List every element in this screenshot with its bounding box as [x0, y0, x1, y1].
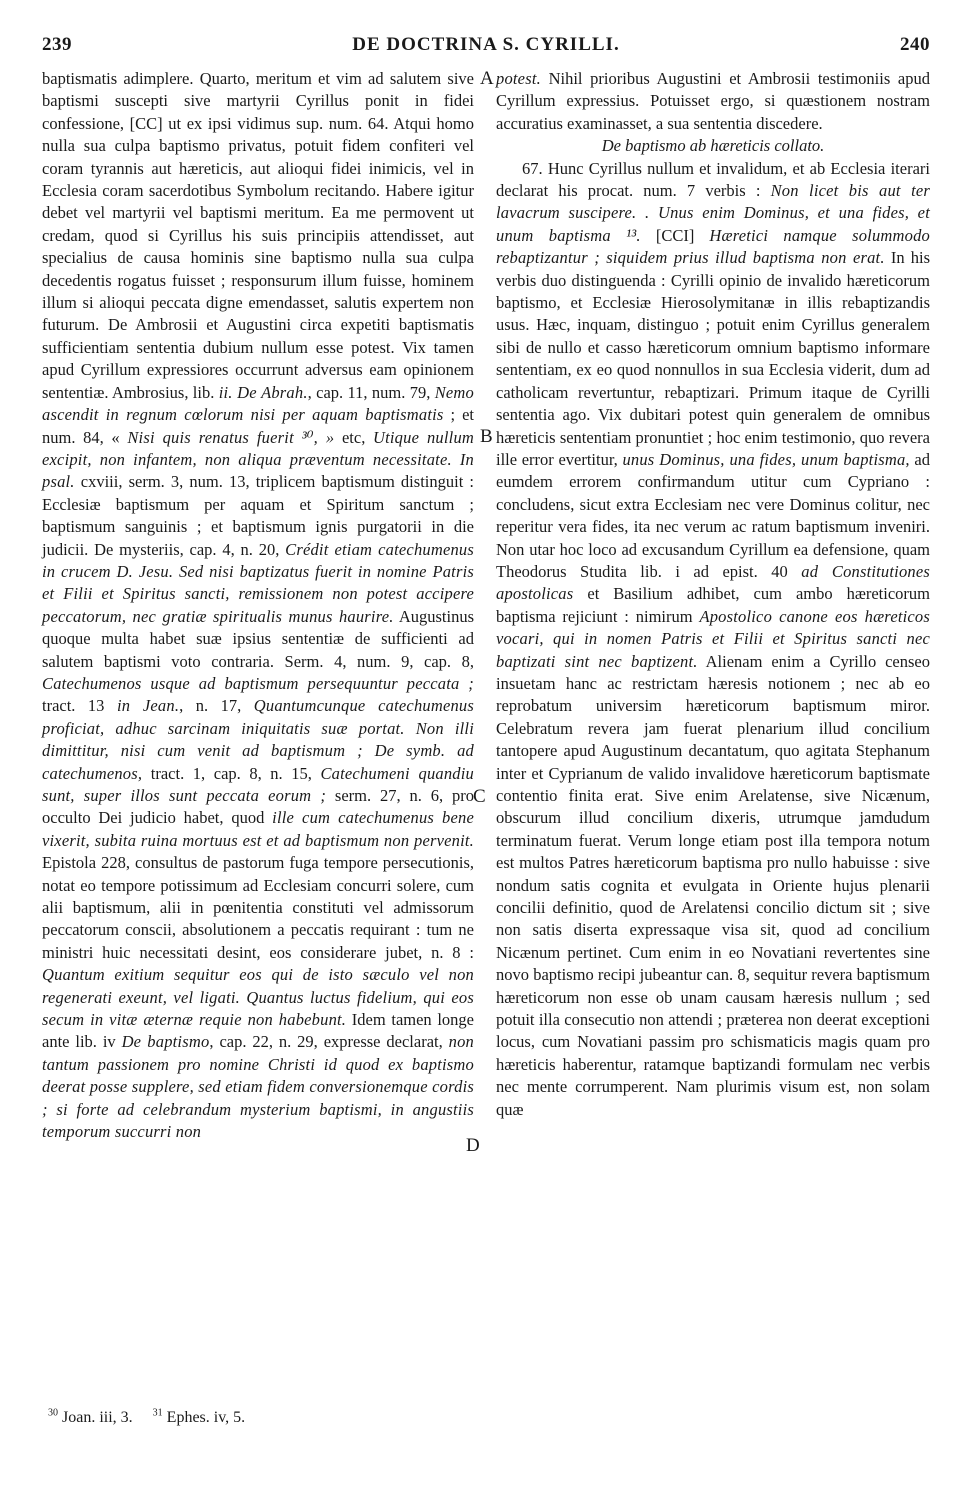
italic-run: unus Dominus, una fides, unum baptisma,: [622, 449, 910, 469]
right-column: [496, 68, 930, 1121]
italic-run: potest.: [496, 69, 541, 88]
italic-run: non tantum passionem pro nomine Christi id quod ex baptismo deerat posse supplere, sed etiam fidem conversionemque cordis ; si forte ad celebrandum mysterium baptismi, in angustiis temporum succurri non: [42, 1032, 474, 1142]
text-run: et Basilium adhibet, cum ambo hæreticorum baptisma rejiciunt : nimirum: [496, 584, 930, 626]
text-run: Epistola 228, consultus de pastorum fuga tempore persecutionis, notat eo tempore potissimum ad Ecclesiam concurri solere, cum alii baptismum, alii in pœnitentia constituti vel admissorum peccatorum conscii, absolutionem a peccatis requirant : tum ne ministri huic necessitati desint, eos considerare jubet, n. 8 :: [42, 853, 474, 962]
italic-run: De baptismo: [121, 1032, 210, 1052]
text-run: Nihil prioribus Augustini et Ambrosii testimoniis apud Cyrillum expressius. Potuisset ergo, si quæstionem nostram accuratius examinasset, a sua sententia discedere.: [496, 69, 930, 133]
italic-run: Quantumcunque catechumenus proficiat, adhuc sarcinam iniquitatis suæ portat. Non illi dimittitur, nisi cum venit ad baptismum ; De symb. ad catechumenos,: [42, 696, 475, 783]
text-run: cxviii, serm. 3, num. 13, triplicem baptismum distinguit : Ecclesiæ baptismum per aquam et Spiritum sanctum ; baptismum sanguinis ; et baptismum ignis purgatorii in die judicii. De mysteriis, cap. 4, n. 20,: [42, 472, 474, 559]
text-run: Idem tamen longe ante lib. iv: [42, 1010, 474, 1052]
italic-run: ii. De Abrah.: [218, 382, 308, 402]
section-subheading: De baptismo ab hæreticis collato.: [601, 136, 825, 156]
italic-run: in Jean.: [116, 696, 180, 716]
text-run: Augustinus quoque multa habet suæ ipsius sententiæ de sufficienti ad salutem baptismi voto contraria. Serm. 4, num. 9, cap. 8,: [42, 606, 474, 671]
text-run: 67. Hunc Cyrillus nullum et invalidum, et ab Ecclesia iterari declarat his procat. num. 7 verbis :: [496, 158, 930, 201]
text-run: Alienam enim a Cyrillo censeo insuetam hanc ac restrictam hæresis notionem ; nec ab eo reprobatum universim hæreticorum baptismum miror. Celebratum revera jam fuerat plenarium illud concilium tantopere apud Augustinum decantatum, quo agitata Stephanum inter et Cyprianum de valido invalidove hæreticorum baptismate contentio finita erat. Sive enim Arelatense, sive Nicænum, obscurum illud concilium dixeris, utrumque jamdudum terminatum fuerat. Verum longe etiam post illa tempora notum est multos Patres hæreticorum baptisma pro nullo habuisse : sive nondum satis cognita et evulgata in Oriente hujus plenarii concilii definitio, quod de Arelatensi concilio dictum sit ; sive non satis diserta expressaque visa sit, quod ad concilium Nicænum pertinet. Cum enim in eo Novatiani revertentes sine novo baptismo recipi jubeantur can. 8, sequitur revera baptismum hæreticorum non esse ob unam causam hæresis nullum ; sed potuit illa consecutio non attendi ; præterea non deerat exceptioni locus, cum Novatiani passim pro schismaticis magis quam pro hæreticis haberentur, ratamque baptizandi formulam nec verbis nec mente corrumperent. Nam plurimis visum est, non solam quæ: [496, 651, 930, 1119]
running-title: DE DOCTRINA S. CYRILLI.: [352, 34, 620, 55]
italic-run: Catechumeni quandiu sunt, super illos sunt peccata eorum ;: [42, 763, 474, 805]
footnote-31: $^{31}$ Ephes. iv, 5.: [152, 1408, 246, 1427]
page-number-right: 240: [900, 34, 930, 55]
italic-run: Quantum exitium sequitur eos qui de isto sæculo vel non regenerati exeunt, vel ligati. Quantus luctus fidelium, qui eos secum in vitæ æternæ requie non habebunt.: [42, 965, 474, 1030]
margin-marker-a: A: [480, 68, 494, 89]
italic-run: ille cum catechumenus bene vixerit, subita ruina mortuus est et ad baptismum non pervenit.: [42, 808, 474, 850]
margin-marker-c: C: [473, 786, 486, 807]
footnotes: [48, 1408, 245, 1427]
footnote-30: $^{30}$ Joan. iii, 3.: [48, 1408, 133, 1427]
margin-marker-b: B: [480, 426, 493, 447]
left-column: [42, 68, 474, 1144]
text-run: tract. 13: [42, 696, 117, 716]
text-run: tract. 1, cap. 8, n. 15,: [142, 763, 321, 783]
text-run: [CCI]: [640, 225, 710, 245]
page-header: [42, 34, 930, 60]
text-run: baptismatis adimplere. Quarto, meritum et vim ad salutem sive baptismi suscepti sive martyrii Cyrillus ponit in fidei confessione, [CC] ut ex ipsi vidimus sup. num. 64. Atqui homo nulla sua culpa baptismo privatus, potuit fidem confiteri vel coram tyrannis aut hæreticis, aut alioqui fidei inimicis, vel in Ecclesia coram sacerdotibus Symbolum recitando. Habere igitur debet vel martyrii vel baptismi meritum. Ea me permovent ut credam, quod si Cyrillus his suis principiis attendisset, aut specialius de causa hominis sine baptismo nulla sua culpa decedentis rogatus fuisset ; responsurum illum fuisse, hominem illum si alioqui peccata digne emendasset, salutis expertem non futurum. De Ambrosii et Augustini circa expetiti baptismatis sufficientiam sententia dubium nullum esse potest. Vix tamen apud Cyrillum expressiores occurrunt adversus eam opinionem sententiæ. Ambrosius, lib.: [42, 69, 474, 402]
italic-run: Non licet bis aut ter lavacrum suscipere. . Unus enim Dominus, et una fides, et unum baptisma ¹³.: [496, 181, 930, 245]
margin-marker-d: D: [466, 1135, 480, 1156]
text-run: In his verbis duo distinguenda : Cyrilli opinio de invalido hæreticorum baptismo, et Ecclesiæ Hierosolymitanæ in illis rebaptizandis usus. Hæc, inquam, distinguo ; potuit enim Cyrillus generalem sibi de nullo et casso hæreticorum omnium baptismo informare sententiam, ex eo quod nonnullos in sua Ecclesia viderit, dum ad catholicam revertuntur, rebaptizari. Primum itaque de Cyrilli sententia ago. Vix dubitari potest quin generalem de omnibus hæreticis sententiam pronuntiet ; hoc enim testimonio, quo revera ille error evertitur,: [496, 248, 930, 469]
italic-run: Catechumenos usque ad baptismum persequuntur peccata ;: [42, 673, 474, 693]
italic-run: Utique nullum excipit, non infantem, non aliqua præventum necessitate. In psal.: [42, 427, 475, 492]
text-run: , n. 17,: [179, 696, 254, 716]
right-column-intro: [496, 68, 930, 135]
right-column-body: [496, 158, 930, 1121]
text-run: serm. 27, n. 6, pro occulto Dei judicio habet, quod: [42, 786, 474, 828]
text-run: etc,: [334, 427, 373, 447]
text-run: , cap. 11, num. 79,: [307, 382, 435, 402]
italic-run: Nemo ascendit in regnum cœlorum nisi per aquam baptismatis: [42, 382, 474, 425]
italic-run: ad Constitutiones apostolicas: [496, 561, 931, 604]
text-run: ad eumdem errorem confirmandum utitur cum Cypriano : concludens, sicut extra Ecclesiam nec vere Dominus colitur, nec reperitur vera fides, ita nec verum ac ratum baptismum inveniri. Non utar hoc loco ad excusandum Cyrillum ea defensione, quam Theodorus Studita lib. i ad epist. 40: [496, 449, 930, 581]
italic-run: Nisi quis renatus fuerit ³⁰, »: [127, 427, 335, 447]
page-number-left: 239: [42, 34, 72, 55]
italic-run: Crédit etiam catechumenus in crucem D. Jesu. Sed nisi baptizatus fuerit in nomine Patris et Filii et Spiritus sancti, remissionem non potest accipere peccatorum, nec gratiæ spiritualis munus haurire.: [42, 539, 475, 626]
italic-run: Apostolico canone eos hæreticos vocari, qui in nomen Patris et Filii et Spiritus sancti nec baptizati sint nec baptizent.: [496, 606, 931, 671]
text-run: , cap. 22, n. 29, expresse declarat,: [209, 1032, 449, 1052]
left-column-text: [42, 68, 474, 1144]
italic-run: Hæretici namque solummodo rebaptizantur ; siquidem prius illud baptisma non erat.: [496, 225, 930, 268]
text-run: ; et num. 84, «: [42, 405, 474, 447]
